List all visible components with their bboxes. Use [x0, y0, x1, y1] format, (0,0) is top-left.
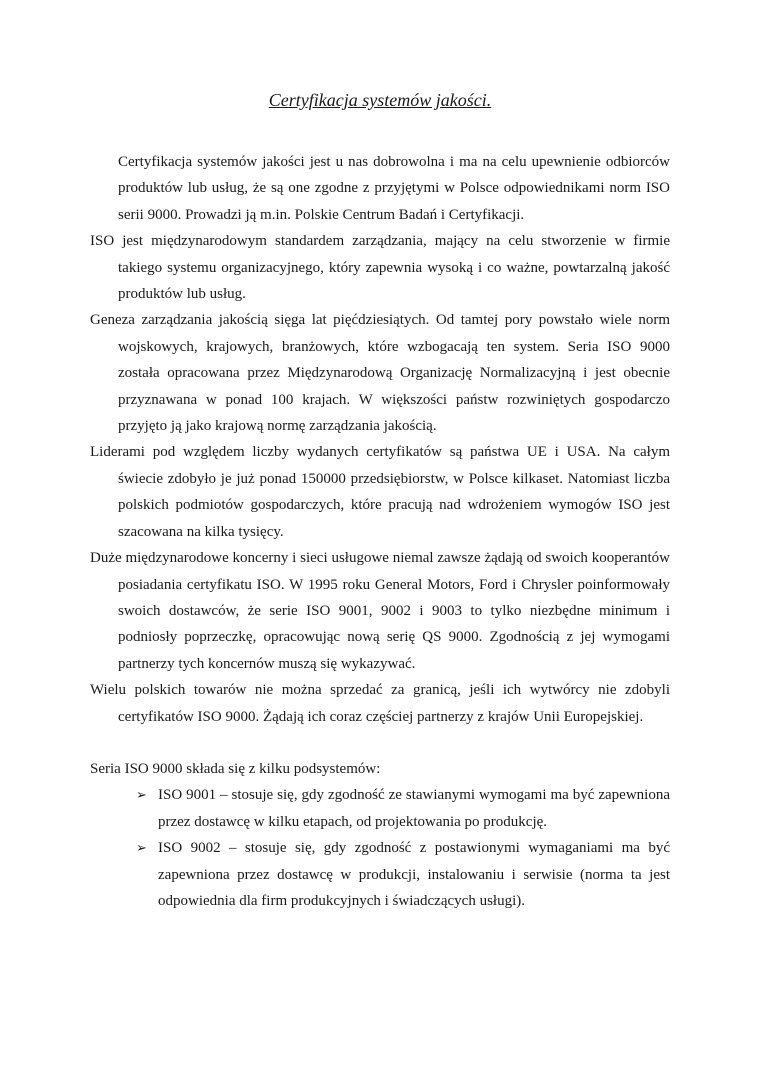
paragraph-1: Certyfikacja systemów jakości jest u nas dobrowolna i ma na celu upewnienie odbiorców produktów lub usług, że są one zgodne z przyjętymi w Polsce odpowiednikami norm ISO serii 9000. Prowadzi ją m.in. Polskie Centrum Badań i Certyfikacji. [118, 154, 670, 223]
list-item-text: ISO 9002 – stosuje się, gdy zgodność z postawionymi wymaganiami ma być zapewniona przez dostawcę w produkcji, instalowaniu i serwisie (norma ta jest odpowiednia dla firm produkcyjnych i świadczących usługi). [158, 840, 670, 909]
paragraph-6: Wielu polskich towarów nie można sprzedać za granicą, jeśli ich wytwórcy nie zdobyli certyfikatów ISO 9000. Żądają ich coraz częściej partnerzy z krajów Unii Europejskiej. [90, 682, 670, 725]
subsystem-list [90, 782, 670, 914]
paragraph-2: ISO jest międzynarodowym standardem zarządzania, mający na celu stworzenie w firmie takiego systemu organizacyjnego, który zapewnia wysoką i co ważne, powtarzalną jakość produktów lub usług. [90, 233, 670, 303]
paragraph-5: Duże międzynarodowe koncerny i sieci usługowe niemal zawsze żądają od swoich kooperantów posiadania certyfikatu ISO. W 1995 roku General Motors, Ford i Chrysler poinformowały swoich dostawców, że serie ISO 9001, 9002 i 9003 to tylko niezbędne minimum i podniosły poprzeczkę, opracowując nową serię QS 9000. Zgodnością z jej wymogami partnerzy tych koncernów muszą się wykazywać. [90, 550, 670, 672]
arrow-bullet-icon: ➢ [136, 840, 147, 856]
list-item [132, 835, 670, 914]
list-intro: Seria ISO 9000 składa się z kilku podsystemów: [90, 760, 381, 777]
arrow-bullet-icon: ➢ [136, 787, 147, 803]
list-item-text: ISO 9001 – stosuje się, gdy zgodność ze stawianymi wymogami ma być zapewniona przez dostawcę w kilku etapach, od projektowania po produkcję. [158, 787, 670, 830]
document-body [90, 149, 670, 914]
list-item [132, 782, 670, 835]
paragraph-3: Geneza zarządzania jakością sięga lat pięćdziesiątych. Od tamtej pory powstało wiele norm wojskowych, krajowych, branżowych, które wzbogacają ten system. Seria ISO 9000 została opracowana przez Międzynarodową Organizację Normalizacyjną i jest obecnie przyznawana w ponad 100 krajach. W większości państw rozwiniętych gospodarczo przyjęto ją jako krajową normę zarządzania jakością. [90, 312, 670, 435]
page-title: Certyfikacja systemów jakości. [268, 90, 492, 110]
paragraph-4: Liderami pod względem liczby wydanych certyfikatów są państwa UE i USA. Na całym świecie zdobyło je już ponad 150000 przedsiębiorstw, w Polsce kilkaset. Natomiast liczba polskich podmiotów gospodarczych, które pracują nad wdrożeniem wymogów ISO jest szacowana na kilka tysięcy. [90, 444, 670, 540]
